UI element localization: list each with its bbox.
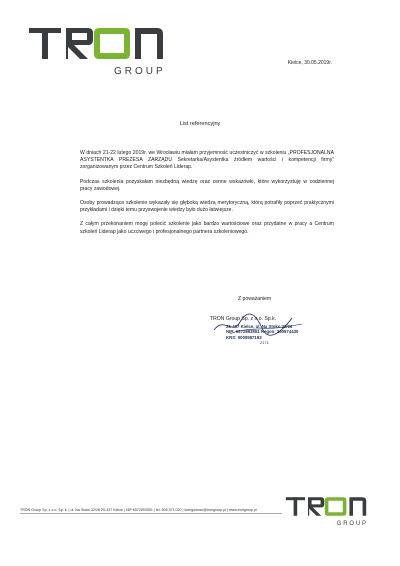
- signature-company: TRON Group Sp. z o.o. Sp.k.: [210, 316, 340, 322]
- tron-group-logo-footer: [284, 496, 380, 532]
- paragraph: Z całym przekonaniem mogę polecić szkolenie jako bardzo wartościowe oraz przydatne w pracy a Centrum szkoleń Liderap jako uczciwego i profesjonalnego partnera szkoleniowego.: [80, 221, 334, 235]
- letter-date: Kielce, 30.05.2019r.: [287, 60, 332, 66]
- paragraph: Osoby prowadzące szkolenie wykazały się głęboką wiedzą merytoryczną, którą potrafiły poprzeć praktycznymi przykładami i dzięki temu przyswojenie wiedzy było dużo łatwiejsze.: [80, 200, 334, 214]
- paragraph: W dniach 21-22 lutego 2019r. we Wrocławiu miałam przyjemność uczestniczyć w szkoleniu „PROFESJONALNA ASYSTENTKA PREZESA ZARZĄDU Sekretarka/Asystentka źródłem wartości i kompetencji firmy” zorganizowanym przez Centrum Szkoleń Liderap.: [80, 150, 334, 171]
- paragraph: Podczas szkolenia pozyskałam niezbędną wiedzę oraz cenne wskazówki, które wykorzystuję w codziennej pracy zawodowej.: [80, 178, 334, 192]
- signature-block: [210, 316, 340, 346]
- stamp-line: 25-437 Kielce, ul. Na Stoku 32/26: [226, 324, 293, 329]
- footer-divider: [20, 513, 282, 514]
- closing-greeting: Z poważaniem: [238, 296, 272, 302]
- letter-body: [80, 150, 334, 243]
- handwritten-signature: [210, 310, 310, 340]
- logo-subtitle: GROUP: [114, 66, 166, 77]
- logo-subtitle-footer: GROUP: [336, 520, 368, 527]
- stamp-number: 2171: [260, 340, 269, 346]
- stamp-line: KRS: 0000587193: [226, 334, 262, 340]
- letter-title: List referencyjny: [179, 121, 221, 127]
- footer-text: TRON Group Sp. z o.o. Sp. k. | ul. Na Stoku 32/26 25-437 Kielce | NIP 6572893551 | tel. 605 371 020 | kolegowosc@trongroup.pl | www.trongroup.pl: [20, 508, 257, 512]
- stamp-line: NIP: 6572893551 Regon: 260574430: [226, 329, 299, 335]
- tron-group-logo: [26, 26, 186, 86]
